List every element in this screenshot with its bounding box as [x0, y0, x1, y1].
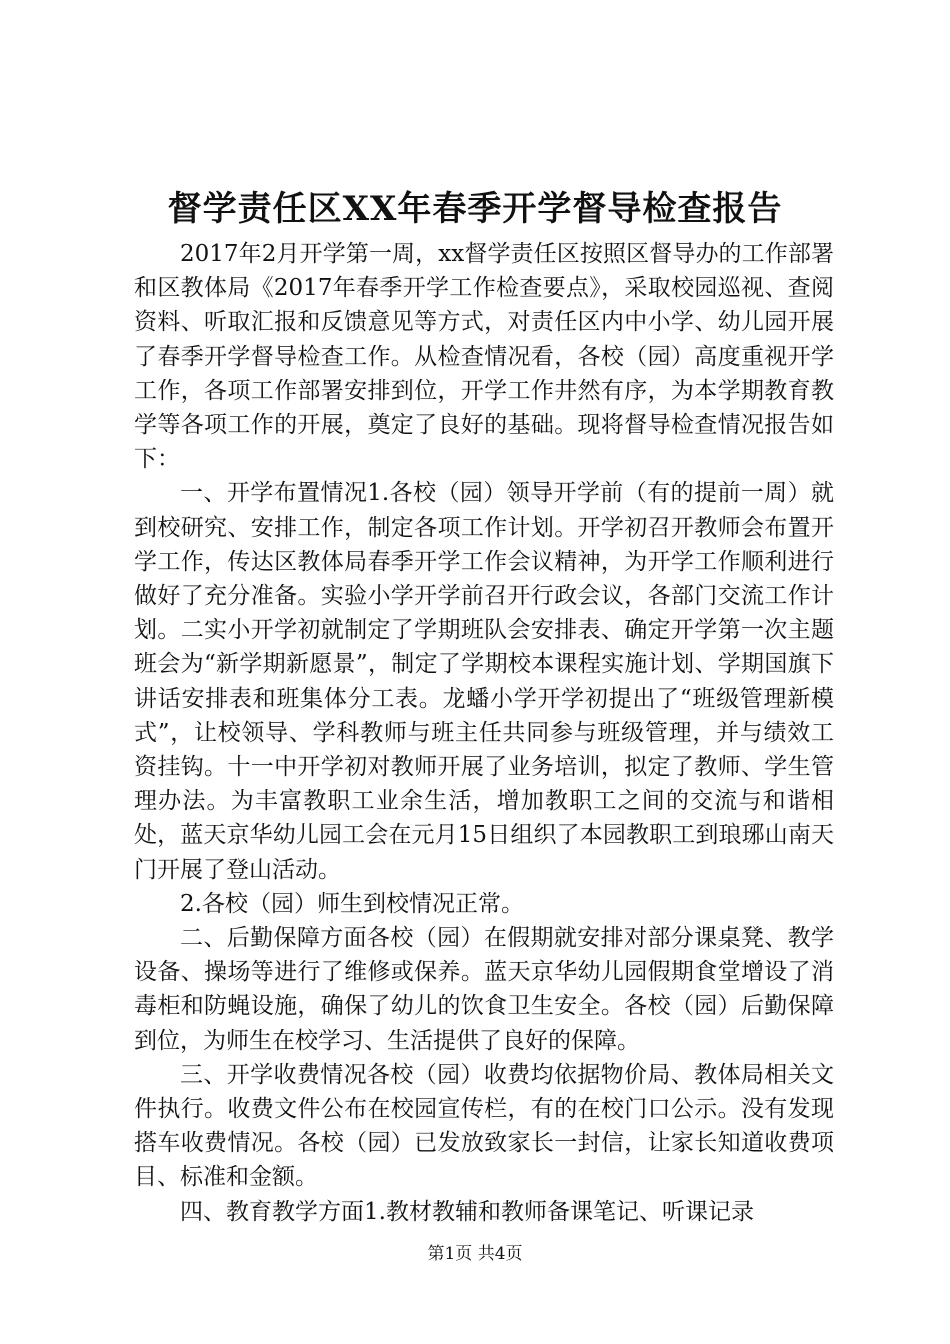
page-footer: 第1页 共4页	[427, 1244, 523, 1264]
paragraph-section-4: 四、教育教学方面1.教材教辅和教师备课笔记、听课记录	[180, 1198, 754, 1225]
paragraph-section-1: 一、开学布置情况1.各校（园）领导开学前（有的提前一周）就到校研究、安排工作，制定各项工作计划。开学初召开教师会布置开学工作，传达区教体局春季开学工作会议精神，为开学工作顺利进行做好了充分准备。实验小学开学前召开行政会议，各部门交流工作计划。二实小开学初就制定了学期班队会安排表、确定开学第一次主题班会为“新学期新愿景”，制定了学期校本课程实施计划、学期国旗下讲话安排表和班集体分工表。龙蟠小学开学初提出了“班级管理新模式”，让校领导、学科教师与班主任共同参与班级管理，并与绩效工资挂钩。十一中开学初对教师开展了业务培训，拟定了教师、学生管理办法。为丰富教职工业余生活，增加教职工之间的交流与和谐相处，蓝天京华幼儿园工会在元月15日组织了本园教职工到琅琊山南天门开展了登山活动。	[134, 480, 834, 883]
paragraph-section-2: 二、后勤保障方面各校（园）在假期就安排对部分课桌凳、教学设备、操场等进行了维修或保养。蓝天京华幼儿园假期食堂增设了消毒柜和防蝇设施，确保了幼儿的饮食卫生安全。各校（园）后勤保障到位，为师生在校学习、生活提供了良好的保障。	[134, 925, 834, 1054]
paragraph-section-3: 三、开学收费情况各校（园）收费均依据物价局、教体局相关文件执行。收费文件公布在校园宣传栏，有的在校门口公示。没有发现搭车收费情况。各校（园）已发放致家长一封信，让家长知道收费项目、标准和金额。	[134, 1061, 834, 1191]
paragraph-intro: 2017年2月开学第一周，xx督学责任区按照区督导办的工作部署和区教体局《2017年春季开学工作检查要点》，采取校园巡视、查阅资料、听取汇报和反馈意见等方式，对责任区内中小学、幼儿园开展了春季开学督导检查工作。从检查情况看，各校（园）高度重视开学工作，各项工作部署安排到位，开学工作井然有序，为本学期教育教学等各项工作的开展，奠定了良好的基础。现将督导检查情况报告如下：	[134, 241, 834, 473]
document-title: 督学责任区XX年春季开学督导检查报告	[167, 189, 783, 229]
paragraph-section-1-item-2: 2.各校（园）师生到校情况正常。	[180, 890, 524, 917]
document-body	[134, 237, 834, 1229]
